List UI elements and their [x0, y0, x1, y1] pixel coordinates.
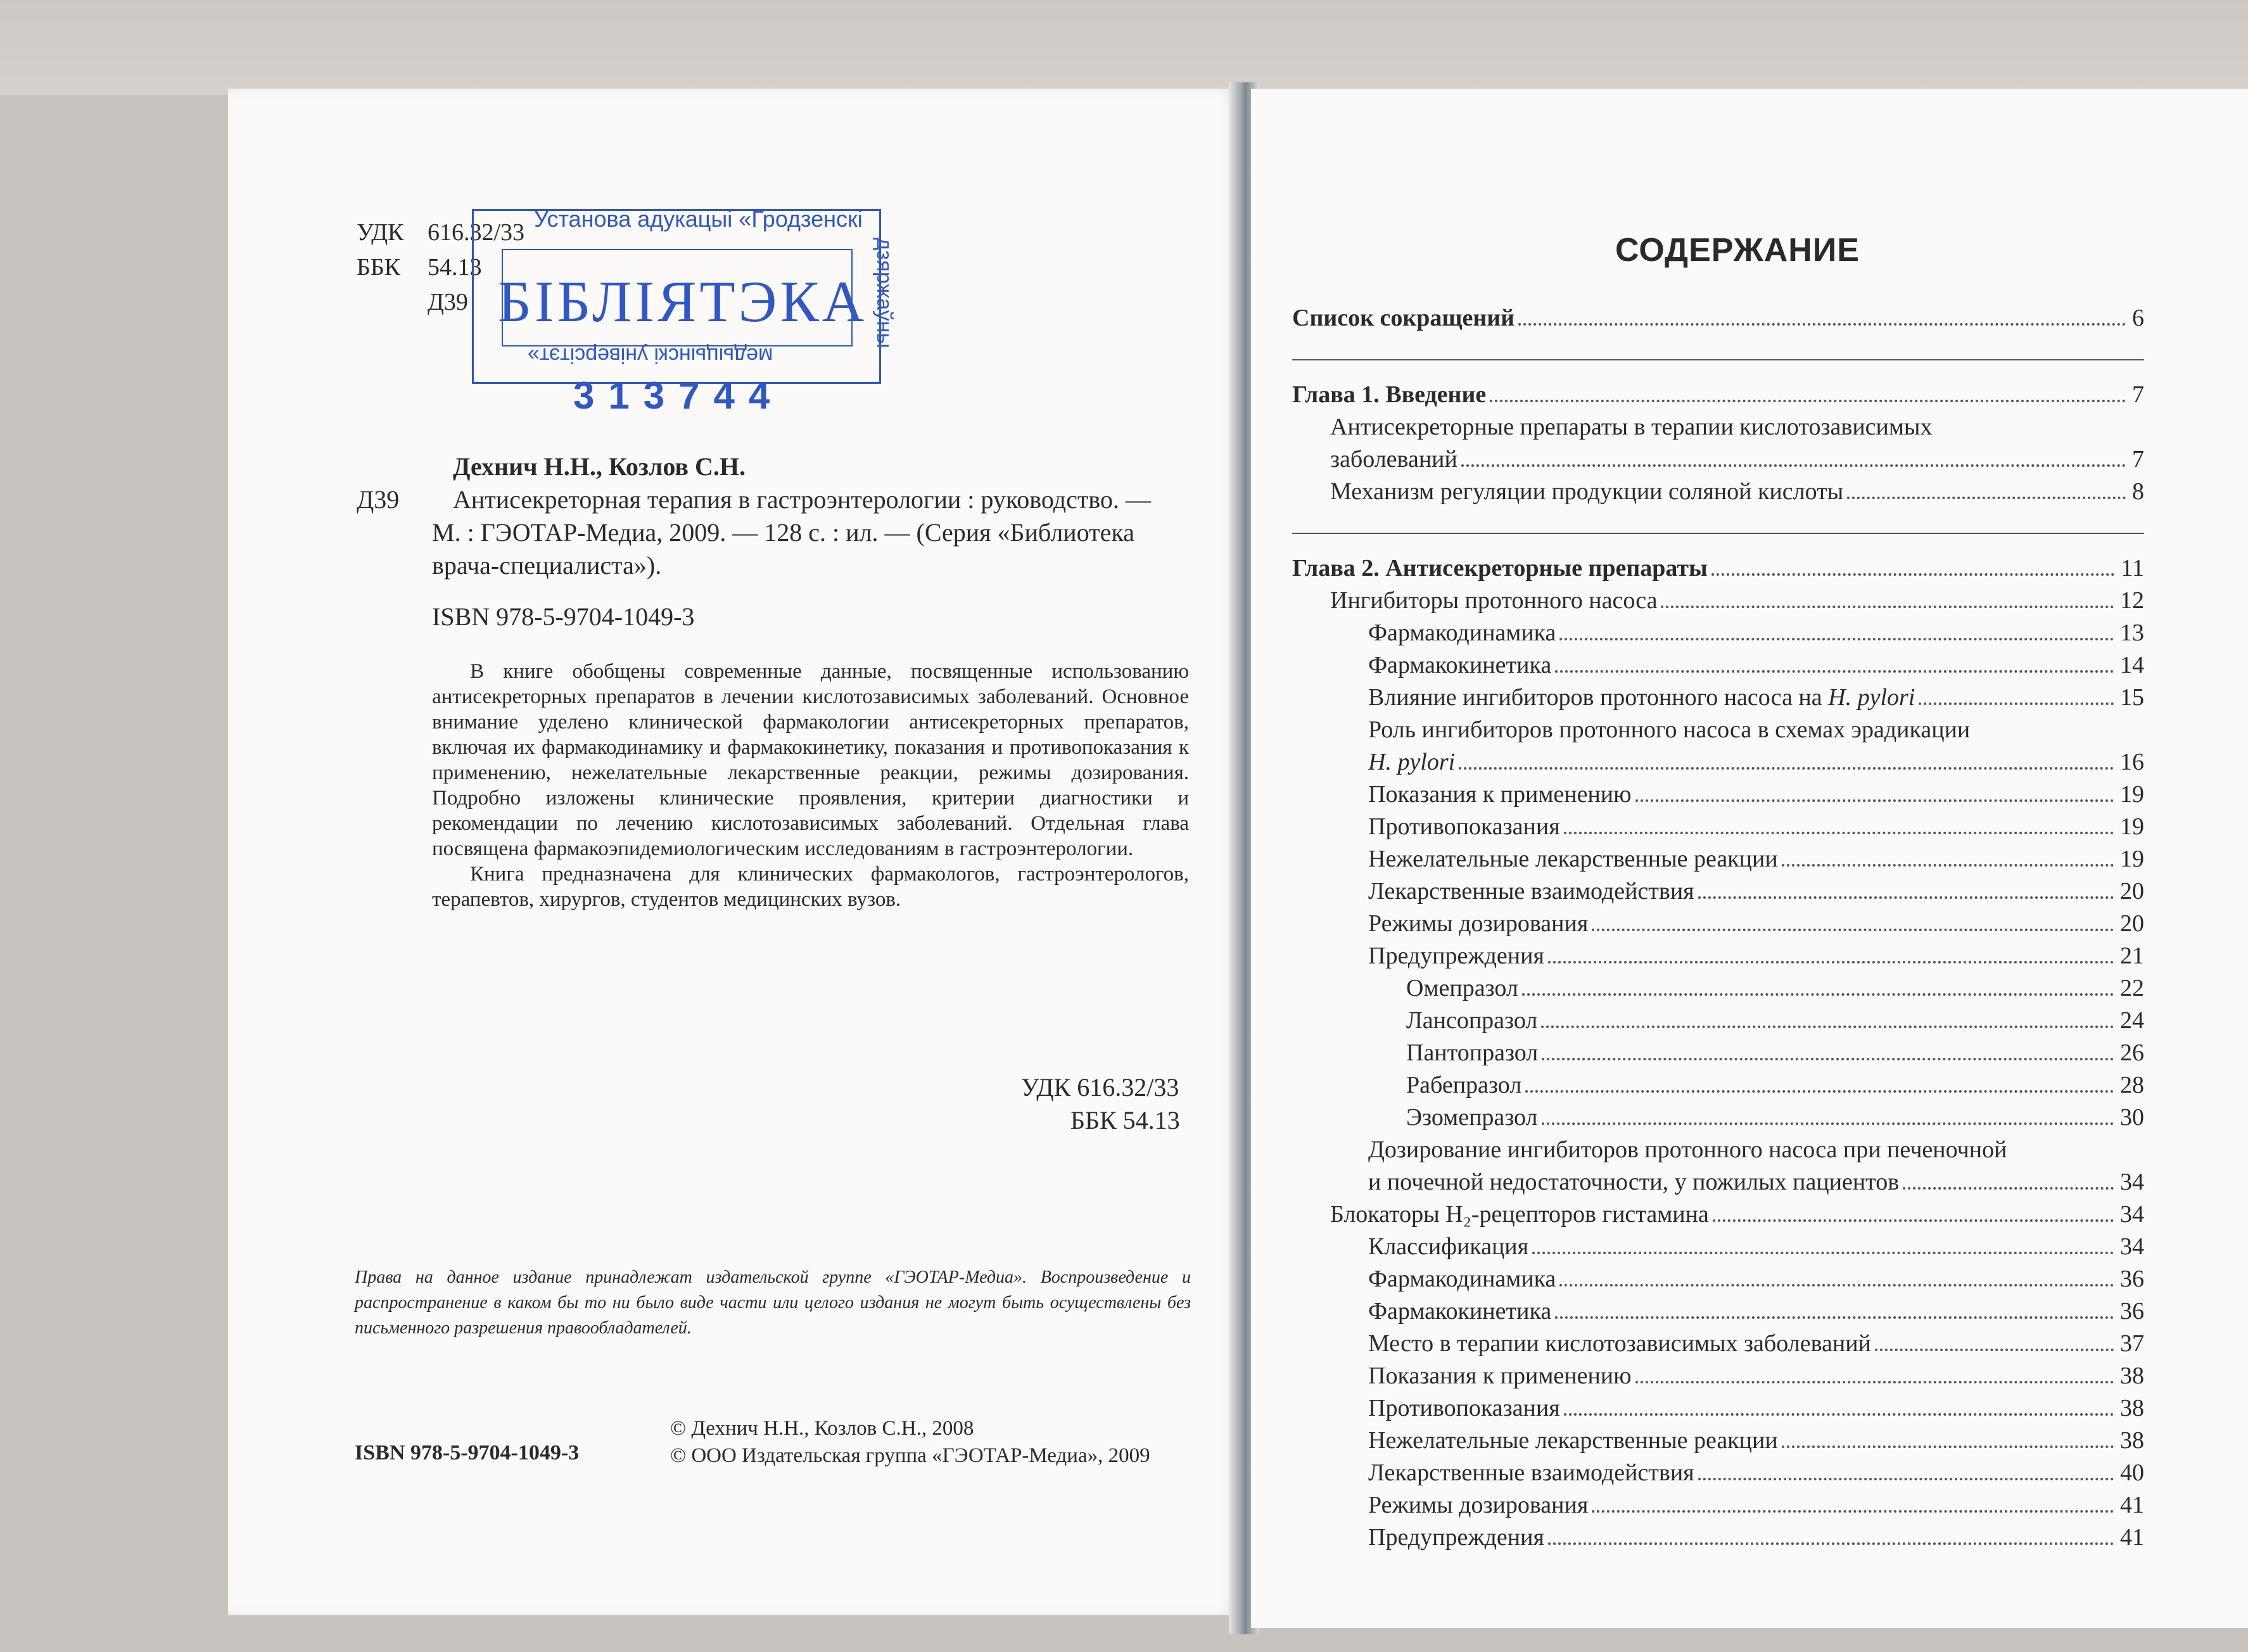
toc-entry — [1406, 1039, 2144, 1067]
toc-page-number: 12 — [2120, 587, 2144, 614]
isbn: ISBN 978-5-9704-1049-3 — [432, 602, 695, 631]
toc-entry — [1368, 910, 2144, 937]
toc-entry-label: Классификация — [1368, 1233, 1532, 1261]
toc-entry-label: Механизм регуляции продукции соляной кислоты — [1330, 478, 1847, 505]
toc-page-number: 28 — [2120, 1072, 2144, 1098]
toc-entry-label: Место в терапии кислотозависимых заболеваний — [1368, 1330, 1875, 1357]
toc-entry — [1368, 780, 2144, 808]
toc-entry-label: Фармакодинамика — [1368, 1265, 1559, 1293]
toc-page-number: 11 — [2121, 555, 2144, 581]
toc-leader-dots — [1542, 1058, 2114, 1060]
toc-page-number: 16 — [2120, 749, 2144, 775]
toc-leader-dots — [1919, 702, 2114, 705]
toc-entry — [1330, 1200, 2144, 1228]
toc-entry — [1368, 683, 2144, 711]
stamp-bottom-text: медыцынскі універсітэт» — [528, 343, 773, 367]
toc-entry-label: Список сокращений — [1292, 304, 1518, 332]
toc-entry-label: Нежелательные лекарственные реакции — [1368, 1426, 1782, 1454]
toc-leader-dots — [1555, 670, 2114, 673]
toc-leader-dots — [1847, 497, 2126, 499]
toc-page-number: 40 — [2120, 1459, 2144, 1486]
annotation-paragraph-1: В книге обобщены современные данные, посвященные использованию антисекреторных препаратов в лечении кислотозависимых заболеваний. Основное внимание уделено клинической фармакологии антисекреторных препаратов, включая их фармакодинамику и фармакокинетику, показания и противопоказания к применению, нежелательные лекарственные реакции, режимы дозирования. Подробно изложены клинические проявления, критерии диагностики и рекомендации по лечению кислотозависимых заболеваний. Отдельная глава посвящена фармакоэпидемиологическим исследованиям в гастроэнтерологии. — [432, 660, 1189, 860]
library-stamp — [472, 206, 896, 384]
toc-page-number: 34 — [2120, 1233, 2144, 1260]
toc-entry-label: Влияние ингибиторов протонного насоса на H. pylori — [1368, 683, 1919, 711]
toc-page-number: 6 — [2132, 305, 2144, 331]
toc-entry — [1368, 1233, 2144, 1261]
bbk-label: ББК — [357, 254, 400, 281]
toc-entry — [1368, 1523, 2144, 1551]
toc-entry-label: Показания к применению — [1368, 1362, 1635, 1390]
toc-entry-label: Лекарственные взаимодействия — [1368, 1459, 1698, 1487]
toc-leader-dots — [1635, 799, 2114, 802]
toc-entry-continuation: и почечной недостаточности, у пожилых пациентов — [1368, 1168, 1903, 1196]
toc-entry — [1368, 619, 2144, 647]
toc-entry — [1368, 1297, 2144, 1325]
title-line-1: Антисекреторная терапия в гастроэнтерологии : руководство. — — [453, 485, 1151, 514]
toc-page-number: 7 — [2132, 381, 2144, 408]
toc-entry-label: Нежелательные лекарственные реакции — [1368, 845, 1782, 873]
toc-page-number: 26 — [2120, 1039, 2144, 1066]
scan-background — [0, 0, 2248, 95]
toc-leader-dots — [1548, 961, 2114, 963]
toc-entry-label: Пантопразол — [1406, 1039, 1542, 1067]
toc-leader-dots — [1532, 1252, 2114, 1254]
toc-entry-label: Ингибиторы протонного насоса — [1330, 587, 1661, 614]
toc-leader-dots — [1782, 1446, 2114, 1448]
inventory-number: 313744 — [573, 374, 784, 417]
toc-leader-dots — [1564, 1413, 2114, 1416]
toc-entry — [1368, 1265, 2144, 1293]
toc-entry-label: Лекарственные взаимодействия — [1368, 877, 1698, 905]
toc-entry-continuation: заболеваний — [1330, 445, 1461, 473]
toc-leader-dots — [1525, 1090, 2114, 1093]
toc-page-number: 34 — [2120, 1201, 2144, 1228]
toc-entry-label: Лансопразол — [1406, 1007, 1541, 1034]
toc-entry-label: Показания к применению — [1368, 780, 1635, 808]
toc-page-number: 20 — [2120, 878, 2144, 905]
catalog-code: Д39 — [428, 289, 468, 315]
isbn-bottom: ISBN 978-5-9704-1049-3 — [355, 1441, 580, 1465]
toc-entry — [1406, 1071, 2144, 1099]
toc-entry — [1368, 1491, 2144, 1519]
toc-leader-dots — [1459, 767, 2114, 770]
toc-leader-dots — [1461, 464, 2126, 467]
toc-leader-dots — [1490, 400, 2126, 402]
stamp-right-text: дзяржаўны — [872, 238, 896, 348]
toc-page-number: 36 — [2120, 1266, 2144, 1292]
authors: Дехнич Н.Н., Козлов С.Н. — [453, 452, 746, 481]
toc-page-number: 20 — [2120, 910, 2144, 937]
toc-page-number: 30 — [2120, 1104, 2144, 1131]
toc-entry-label: Эзомепразол — [1406, 1103, 1542, 1131]
catalog-code-left: Д39 — [357, 485, 400, 514]
toc-entry — [1330, 587, 2144, 614]
title-line-3: врача-специалиста»). — [432, 551, 662, 580]
toc-entry-label: Глава 1. Введение — [1292, 381, 1490, 409]
toc-title: СОДЕРЖАНИЕ — [1615, 232, 1860, 269]
toc-leader-dots — [1711, 573, 2115, 576]
toc-leader-dots — [1698, 896, 2114, 899]
toc-page-number: 19 — [2120, 846, 2144, 872]
toc-leader-dots — [1518, 323, 2126, 326]
toc-page-number: 24 — [2120, 1007, 2144, 1034]
annotation — [432, 659, 1189, 912]
copyright-publisher: © ООО Издательская группа «ГЭОТАР-Медиа», 2009 — [670, 1444, 1150, 1467]
toc-leader-dots — [1592, 929, 2114, 931]
toc-entry — [1406, 974, 2144, 1002]
toc-entry-label: Дозирование ингибиторов протонного насоса при печеночной — [1368, 1136, 2007, 1163]
toc-entry — [1406, 1103, 2144, 1131]
toc-entry — [1368, 651, 2144, 679]
toc-leader-dots — [1548, 1542, 2114, 1545]
toc-page-number: 19 — [2120, 813, 2144, 840]
toc-entry-label: Роль ингибиторов протонного насоса в схемах эрадикации — [1368, 716, 1971, 743]
toc-entry-label: Омепразол — [1406, 974, 1522, 1002]
toc-page-number: 19 — [2120, 781, 2144, 808]
toc-leader-dots — [1522, 993, 2114, 996]
toc-entry — [1368, 877, 2144, 905]
toc-entry — [1368, 942, 2144, 970]
toc-page-number: 36 — [2120, 1298, 2144, 1325]
toc-page-number: 38 — [2120, 1395, 2144, 1421]
toc-leader-dots — [1564, 832, 2114, 834]
toc-entry — [1368, 1426, 2144, 1454]
annotation-paragraph-2: Книга предназначена для клинических фармакологов, гастроэнтерологов, терапевтов, хирургов, студентов медицинских вузов. — [432, 863, 1189, 911]
toc-entry-label: Режимы дозирования — [1368, 1491, 1592, 1519]
toc-entry-label: Противопоказания — [1368, 813, 1564, 841]
toc-entry — [1368, 748, 2144, 776]
toc-entry-label: Антисекреторные препараты в терапии кислотозависимых — [1330, 414, 1933, 440]
udk-bottom: УДК 616.32/33 — [1021, 1073, 1179, 1102]
toc-page-number: 34 — [2120, 1169, 2144, 1195]
stamp-top-text: Установа адукацыі «Гродзенскі — [534, 206, 863, 232]
toc-entry — [1292, 381, 2144, 409]
toc-leader-dots — [1661, 606, 2114, 608]
bbk-value: 54.13 — [428, 254, 482, 281]
toc-leader-dots — [1559, 1284, 2114, 1287]
toc-entry — [1368, 1168, 2144, 1196]
toc-leader-dots — [1555, 1316, 2114, 1319]
toc-leader-dots — [1698, 1478, 2114, 1480]
toc-entry-label: Предупреждения — [1368, 1523, 1548, 1551]
toc-leader-dots — [1635, 1381, 2114, 1383]
toc-entry-label: Блокаторы H₂-рецепторов гистамина — [1330, 1200, 1713, 1228]
toc-entry — [1368, 1459, 2144, 1487]
toc-leader-dots — [1903, 1187, 2114, 1190]
toc-leader-dots — [1713, 1219, 2114, 1222]
toc-entry — [1368, 1362, 2144, 1390]
stamp-main-text: БІБЛІЯТЭКА — [498, 269, 868, 334]
toc-entry-label: Предупреждения — [1368, 942, 1548, 970]
toc-entry — [1292, 304, 2144, 332]
toc-page-number: 38 — [2120, 1427, 2144, 1454]
toc-page-number: 22 — [2120, 975, 2144, 1001]
toc-entry — [1368, 813, 2144, 841]
toc-entry-continuation: H. pylori — [1368, 748, 1459, 776]
toc-entry-label: Противопоказания — [1368, 1394, 1564, 1422]
toc-page-number: 41 — [2120, 1524, 2144, 1551]
toc-page-number: 15 — [2120, 684, 2144, 711]
udk-label: УДК — [357, 219, 404, 246]
bbk-bottom: ББК 54.13 — [1070, 1106, 1180, 1134]
toc-entry-label: Глава 2. Антисекреторные препараты — [1292, 554, 1711, 582]
udk-value: 616.32/33 — [428, 219, 525, 246]
toc-page-number: 7 — [2132, 446, 2144, 473]
toc-entry-label: Фармакокинетика — [1368, 1297, 1555, 1325]
toc-leader-dots — [1542, 1122, 2114, 1125]
chapter-rule — [1292, 533, 2144, 534]
toc-page-number: 41 — [2120, 1492, 2144, 1518]
toc-page-number: 8 — [2132, 478, 2144, 505]
toc-entry — [1368, 1330, 2144, 1357]
toc-entry — [1330, 445, 2144, 473]
toc-leader-dots — [1559, 638, 2114, 640]
toc-entry — [1406, 1007, 2144, 1034]
toc-entry — [1368, 845, 2144, 873]
toc-leader-dots — [1875, 1349, 2114, 1351]
toc-page-number: 14 — [2120, 652, 2144, 678]
toc-page-number: 37 — [2120, 1330, 2144, 1357]
rights-notice: Права на данное издание принадлежат издательской группе «ГЭОТАР-Медиа». Воспроизведение и распространение в каком бы то ни было виде части или целого издания не могут быть осуществлены без письменного разрешения правообладателей. — [355, 1268, 1191, 1338]
toc-page-number: 21 — [2120, 943, 2144, 969]
toc-entry-label: Фармакокинетика — [1368, 651, 1555, 679]
toc-leader-dots — [1782, 864, 2114, 867]
toc-entry — [1330, 478, 2144, 505]
toc-page-number: 38 — [2120, 1363, 2144, 1389]
toc-page-number: 13 — [2120, 620, 2144, 646]
toc-leader-dots — [1592, 1510, 2114, 1513]
toc-entry-label: Фармакодинамика — [1368, 619, 1559, 647]
chapter-rule — [1292, 359, 2144, 360]
toc-entry — [1292, 554, 2144, 582]
copyright-authors: © Дехнич Н.Н., Козлов С.Н., 2008 — [670, 1417, 974, 1440]
toc-entry-label: Рабепразол — [1406, 1071, 1525, 1099]
toc-leader-dots — [1541, 1026, 2114, 1028]
title-line-2: М. : ГЭОТАР-Медиа, 2009. — 128 с. : ил. — (Серия «Библиотека — [432, 518, 1134, 547]
toc-entry — [1368, 1394, 2144, 1422]
toc-entry-label: Режимы дозирования — [1368, 910, 1592, 937]
